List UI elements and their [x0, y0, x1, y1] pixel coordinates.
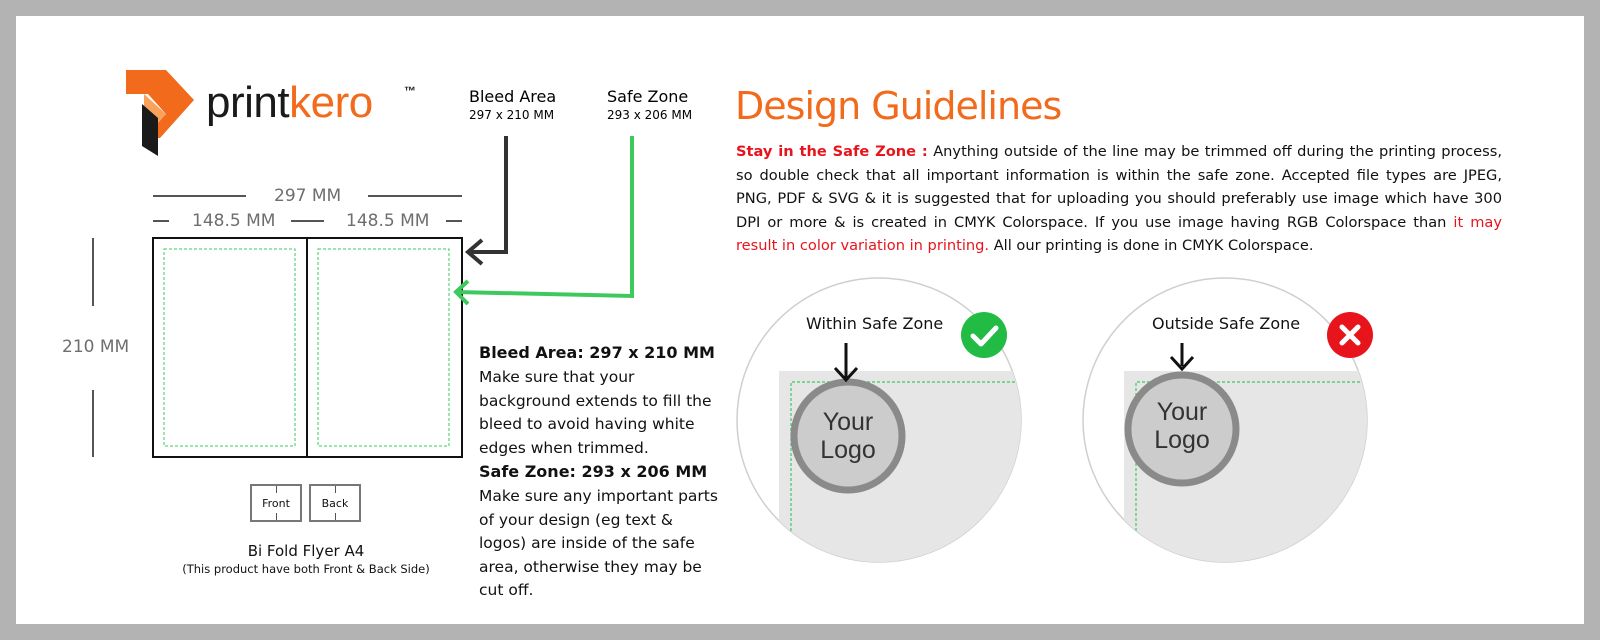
- safe-info-title: Safe Zone: 293 x 206 MM: [479, 462, 708, 481]
- safe-callout-title: Safe Zone: [607, 87, 689, 106]
- front-label: Front: [262, 496, 290, 510]
- brand-name-dark: print: [206, 78, 290, 127]
- page-title: Design Guidelines: [735, 84, 1062, 128]
- bleed-info-text: Make sure that your background extends to fill the bleed to avoid having white edges when trimmed.: [479, 368, 712, 457]
- left-panel-width-label: 148.5 MM: [192, 211, 276, 231]
- guidelines-lead: Stay in the Safe Zone :: [736, 143, 928, 160]
- right-panel-width-label: 148.5 MM: [346, 211, 430, 231]
- bleed-callout-title: Bleed Area: [469, 87, 557, 106]
- guidelines-text-before: Anything outside of the line may be trimmed off during the printing process, so double check that all important information is within the safe zone. Accepted file types are JPEG, PNG, PDF & SVG & it is suggested that for uploading you should preferably use image which have 300 DPI or more & is created in CMYK Colorspace. If you use image having RGB Colorspace than: [736, 143, 1503, 231]
- logo-line-2: Logo: [1154, 426, 1210, 454]
- bleed-callout-size: 297 x 210 MM: [469, 108, 555, 122]
- outside-safe-zone-label: Outside Safe Zone: [1152, 314, 1301, 333]
- within-safe-zone-label: Within Safe Zone: [806, 314, 944, 333]
- outside-logo-text: [1142, 398, 1222, 454]
- back-label: Back: [321, 496, 349, 510]
- bleed-arrow-line: [468, 136, 506, 252]
- front-side-tile: [250, 484, 302, 522]
- logo-line-2: Logo: [820, 436, 876, 464]
- bleed-info-title: Bleed Area: 297 x 210 MM: [479, 343, 715, 362]
- guidelines-paragraph: [736, 140, 1502, 258]
- logo-line-1: Your: [822, 408, 874, 436]
- check-icon: [961, 312, 1007, 358]
- product-note: (This product have both Front & Back Side): [182, 562, 430, 576]
- guidelines-card: [16, 16, 1584, 624]
- safe-callout-size: 293 x 206 MM: [607, 108, 693, 122]
- within-logo-text: [808, 408, 888, 464]
- brand-name-accent: kero: [289, 78, 373, 127]
- back-side-tile: [309, 484, 361, 522]
- trademark-symbol: ™: [404, 84, 416, 98]
- logo-line-1: Your: [1156, 398, 1208, 426]
- guidelines-text-after: All our printing is done in CMYK Colorspace.: [989, 237, 1314, 255]
- guidelines-warning: it may result in color variation in printing.: [736, 213, 1502, 255]
- safe-info-text: Make sure any important parts of your design (eg text & logos) are inside of the safe area, otherwise they may be cut off.: [479, 487, 718, 599]
- product-name: Bi Fold Flyer A4: [247, 542, 365, 560]
- safe-arrow-line: [456, 136, 632, 296]
- height-label: 210 MM: [62, 337, 130, 357]
- total-width-label: 297 MM: [274, 186, 342, 206]
